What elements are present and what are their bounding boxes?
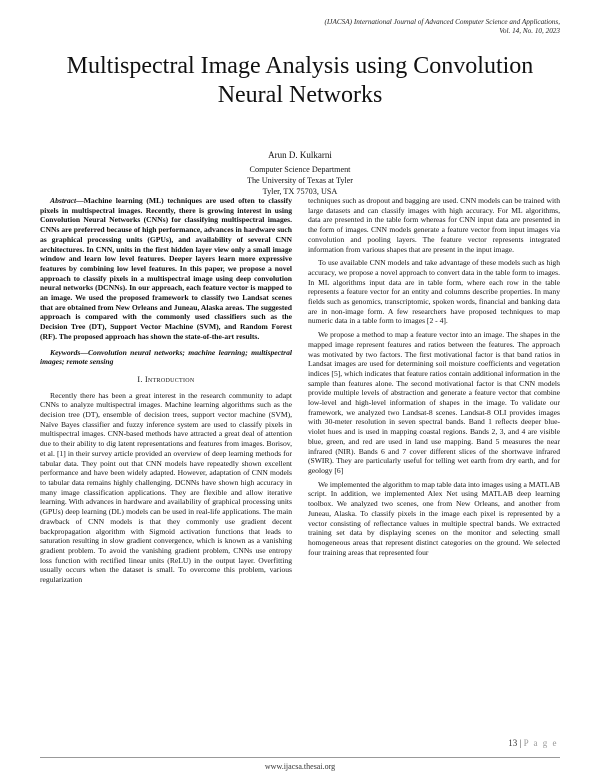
journal-volume: Vol. 14, No. 10, 2023 [499, 27, 560, 35]
paper-title [40, 52, 560, 110]
author-name: Arun D. Kulkarni [268, 150, 332, 160]
footer-divider [40, 757, 560, 758]
journal-name: (IJACSA) International Journal of Advanced Computer Science and Applications, [324, 18, 560, 26]
title-line-2: Neural Networks [217, 82, 383, 108]
affiliation-department: Computer Science Department [249, 165, 351, 174]
journal-website: www.ijacsa.thesai.org [264, 762, 336, 771]
body-paragraph: Recently there has been a great interest in the research community to adapt CNNs to analyze multispectral images. Machine learning algorithms such as the decision tree (DT), ensemble of decision trees, support vector machine (SVM), Naïve Bayes classifier and fuzzy inference system are used to classify pixels in multispectral images. CNN-based methods have attracted a great deal of attention due to their ability to dig latent representations and features from images. Borisov, et al. [1] in their survey article provided an overview of deep learning methods for tabular data. They point out that CNN models have repeatedly shown excellent performance and have been widely adapted. However, adaptation of CNN models to tabular data remains highly challenging. DCNNs have shown high accuracy in many image classification applications. They are flexible and allow iterative learning. With advances in hardware and availability of graphical processing units (GPUs) deep learning (DL) models can be used in real-life applications. The main drawback of CNN models is that they commonly use gradient decent backpropagation algorithm with Sigmoid activation functions that leads to saturation resulting in slow gradient convergence, which is known as a vanishing gradient problem. To avoid the vanishing gradient problem, CNNs use entropy loss function with rectified linear units (ReLU) in the output layer. Overfitting usually occurs when the dataset is small. To overcome this problem, various regularization [40, 390, 292, 585]
abstract-text: —Machine learning (ML) techniques are used often to classify pixels in multispectral images. Recently, there is growing interest in using Convolution Neural Networks (CNNs) for classifying multispectral images. CNNs are preferred because of high performance, advances in hardware such as graphical processing units (GPUs), and availability of several CNN architectures. In CNN, units in the first hidden layer view only a small image window and learn low level features. Deeper layers learn more expressive features by combining low level features. In this paper, we propose a novel approach to classify pixels in a multispectral image using deep convolution neural networks (DCNNs). In our approach, each feature vector is mapped to an image. We used the proposed framework to classify two Landsat scenes that are obtained from New Orleans and Juneau, Alaska areas. The suggested approach is compared with the commonly used classifiers such as the Decision Tree (DT), Support Vector Machine (SVM), and Random Forest (RF). The proposed approach has shown the state-of-the-art results. [40, 196, 292, 341]
journal-header [230, 18, 560, 36]
author-block [150, 150, 450, 197]
body-paragraph: We implemented the algorithm to map table data into images using a MATLAB script. In addition, we implemented Alex Net using MATLAB deep learning toolbox. We analyzed two scenes, one from New Orleans, and another from Juneau, Alaska. To classify pixels in the image each pixel is represented by a vector consisting of reflectance values in multiple spectral bands. We extracted training set data by displaying scenes on the monitor and selecting small homogeneous areas that represent distinct categories on the ground. We selected four training areas that represented four [308, 479, 560, 557]
keywords [40, 348, 292, 367]
page-number-value: 13 | [508, 738, 522, 748]
right-column [308, 196, 560, 561]
section-heading-introduction: I. Introduction [137, 374, 195, 384]
affiliation-university: The University of Texas at Tyler [246, 176, 354, 185]
abstract-label: Abstract [50, 196, 77, 205]
page-number [508, 738, 558, 748]
title-line-1: Multispectral Image Analysis using Convolution [66, 53, 534, 79]
keywords-label: Keywords [50, 347, 81, 357]
affiliation-address: Tyler, TX 75703, USA [262, 187, 338, 196]
page-label: P a g e [523, 738, 558, 748]
keywords-text: —Convolution neural networks; machine learning; multispectral images; remote sensing [40, 347, 292, 367]
body-paragraph: We propose a method to map a feature vector into an image. The shapes in the mapped image represent features and ratios between the features. The approach was motivated by two factors. The first motivational factor is that band ratios in Landsat images are used for determining soil moisture coefficients and vegetation indices [5], which indicates that feature ratios contain additional information in the sample than features alone. The second motivational factor is that CNN models provide multiple levels of abstraction and generate a feature vector that combine low-level and high-level information of shapes in the image. To validate our framework, we analyzed two Landsat-8 scenes. Landsat-8 OLI provides images with 30-meter resolution in seven spectral bands. Band 1 reflects deeper blue-violet hues and is used in mapping coastal regions. Bands 2, 3, and 4 are visible blue, green, and red are used in land use mapping. Band 5 measures the near infrared (NIR). Bands 6 and 7 cover different slices of the shortwave infrared (SWIR). They are particularly useful for telling wet earth from dry earth, and for geology [6] [308, 330, 560, 475]
body-paragraph: techniques such as dropout and bagging are used. CNN models can be trained with large datasets and can classify images with high accuracy. For ML algorithms, data are presented in the table form whereas for CNN input data are presented in the form of images. CNN models generate a feature vector from input images via convolution and pooling layers. The feature vector represents integrated information from various shapes that are present in the input image. [308, 196, 560, 254]
left-column [40, 196, 292, 589]
body-paragraph: To use available CNN models and take advantage of these models such as high accuracy, we propose a novel approach to convert data in the table form to images. In ML algorithms input data are in table form, where each row in the table represents a feature vector for an entity and columns describe properties. In many fields such as genomics, transcriptomic, spoken words, financial and banking data are in non-image form. A few researchers have proposed techniques to map numeric data in a table form to images [2 - 4]. [308, 258, 560, 326]
abstract [40, 196, 292, 342]
